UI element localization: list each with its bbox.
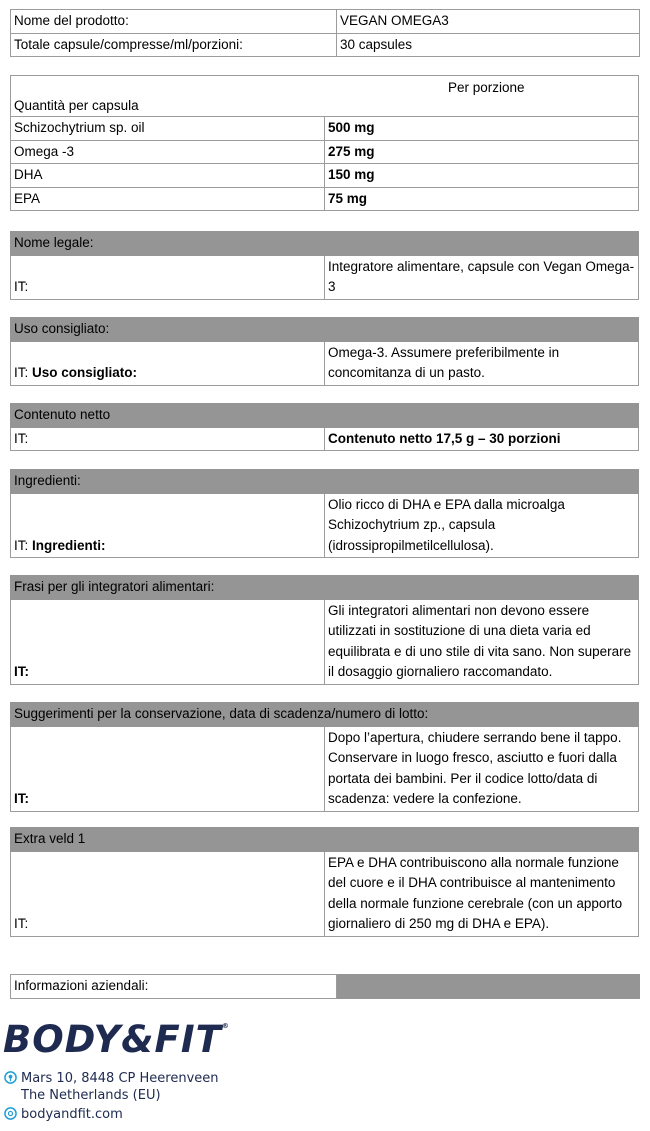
table-row (11, 33, 640, 57)
total-value: 30 capsules (337, 33, 640, 57)
supplement-phrases-section (10, 575, 639, 685)
net-content-section (10, 403, 639, 451)
nutrient-name: DHA (11, 164, 325, 188)
website-link[interactable]: bodyandfit.com (21, 1107, 123, 1122)
website-line (4, 1107, 123, 1122)
table-row (11, 828, 639, 852)
table-row (11, 76, 639, 117)
table-row (11, 10, 640, 34)
lang-code: IT: (14, 365, 29, 380)
nutrient-value: 150 mg (325, 164, 639, 188)
storage-section (10, 702, 639, 812)
section-title: Ingredienti: (11, 470, 639, 494)
logo-text: BODY&FIT (3, 1018, 222, 1061)
per-serving-label: Per porzione (448, 80, 525, 95)
net-content-value: Contenuto netto 17,5 g – 30 porzioni (325, 427, 639, 451)
lang-label (11, 493, 325, 558)
nutrient-value: 500 mg (325, 117, 639, 141)
table-row (11, 576, 639, 600)
table-row (11, 187, 639, 211)
quantity-label: Quantità per capsula (14, 97, 139, 113)
nutrient-name: Schizochytrium sp. oil (11, 117, 325, 141)
company-section (10, 974, 639, 999)
table-row (11, 117, 639, 141)
storage-value: Dopo l’apertura, chiudere serrando bene il tappo. Conservare in luogo fresco, asciutto e fuori dalla portata dei bambini. Per il codice lotto/data di scadenza: vedere la confezione. (325, 726, 639, 811)
company-value-empty (337, 975, 640, 999)
usage-value: Omega-3. Assumere preferibilmente in concomitanza di un pasto. (325, 341, 639, 385)
table-row (11, 255, 639, 299)
nutrition-table (10, 75, 639, 211)
lang-label: IT: (11, 255, 325, 299)
table-row (11, 427, 639, 451)
location-pin-icon (4, 1071, 17, 1084)
lang-label: IT: (11, 851, 325, 936)
address-line-2: The Netherlands (EU) (21, 1088, 161, 1103)
extra-section (10, 827, 639, 937)
extra-value: EPA e DHA contribuiscono alla normale funzione del cuore e il DHA contribuisce al mantenimento della normale funzione cerebrale (con un apporto giornaliero di 250 mg di DHA e EPA). (325, 851, 639, 936)
lang-label: IT: (11, 427, 325, 451)
section-title: Contenuto netto (11, 404, 639, 428)
address-line-1 (4, 1071, 219, 1086)
section-title: Extra veld 1 (11, 828, 639, 852)
table-row (11, 975, 640, 999)
ingredients-bold-label: Ingredienti: (32, 537, 106, 553)
usage-bold-label: Uso consigliato: (32, 365, 138, 380)
total-label: Totale capsule/compresse/ml/porzioni: (11, 33, 337, 57)
section-title: Frasi per gli integratori alimentari: (11, 576, 639, 600)
body-and-fit-logo (3, 1018, 230, 1061)
nutrient-value: 75 mg (325, 187, 639, 211)
legal-name-section (10, 231, 639, 300)
table-row (11, 140, 639, 164)
registered-mark: ® (221, 1022, 230, 1030)
table-row (11, 232, 639, 256)
lang-label (11, 341, 325, 385)
lang-label: IT: (11, 726, 325, 811)
lang-label: IT: (11, 599, 325, 684)
nutrient-name: EPA (11, 187, 325, 211)
section-title: Suggerimenti per la conservazione, data di scadenza/numero di lotto: (11, 703, 639, 727)
table-row (11, 851, 639, 936)
section-title: Nome legale: (11, 232, 639, 256)
product-name-value: VEGAN OMEGA3 (337, 10, 640, 34)
nutrient-value: 275 mg (325, 140, 639, 164)
product-name-label: Nome del prodotto: (11, 10, 337, 34)
lang-code: IT: (14, 537, 29, 553)
nutrient-name: Omega -3 (11, 140, 325, 164)
table-row (11, 164, 639, 188)
product-info-table (10, 9, 639, 57)
address-street: Mars 10, 8448 CP Heerenveen (21, 1071, 219, 1086)
table-row (11, 599, 639, 684)
ingredients-section (10, 469, 639, 558)
table-row (11, 470, 639, 494)
globe-icon (4, 1107, 17, 1120)
section-title: Informazioni aziendali: (11, 975, 337, 999)
nutrition-header (11, 76, 639, 117)
table-row (11, 341, 639, 385)
ingredients-value: Olio ricco di DHA e EPA dalla microalga Schizochytrium zp., capsula (idrossipropilmetilcellulosa). (325, 493, 639, 558)
table-row (11, 404, 639, 428)
legal-name-value: Integratore alimentare, capsule con Vegan Omega-3 (325, 255, 639, 299)
section-title: Uso consigliato: (11, 318, 639, 342)
supplement-phrases-value: Gli integratori alimentari non devono essere utilizzati in sostituzione di una dieta varia ed equilibrata e di uno stile di vita sano. Non superare il dosaggio giornaliero raccomandato. (325, 599, 639, 684)
table-row (11, 318, 639, 342)
table-row (11, 703, 639, 727)
table-row (11, 493, 639, 558)
usage-section (10, 317, 639, 386)
table-row (11, 726, 639, 811)
